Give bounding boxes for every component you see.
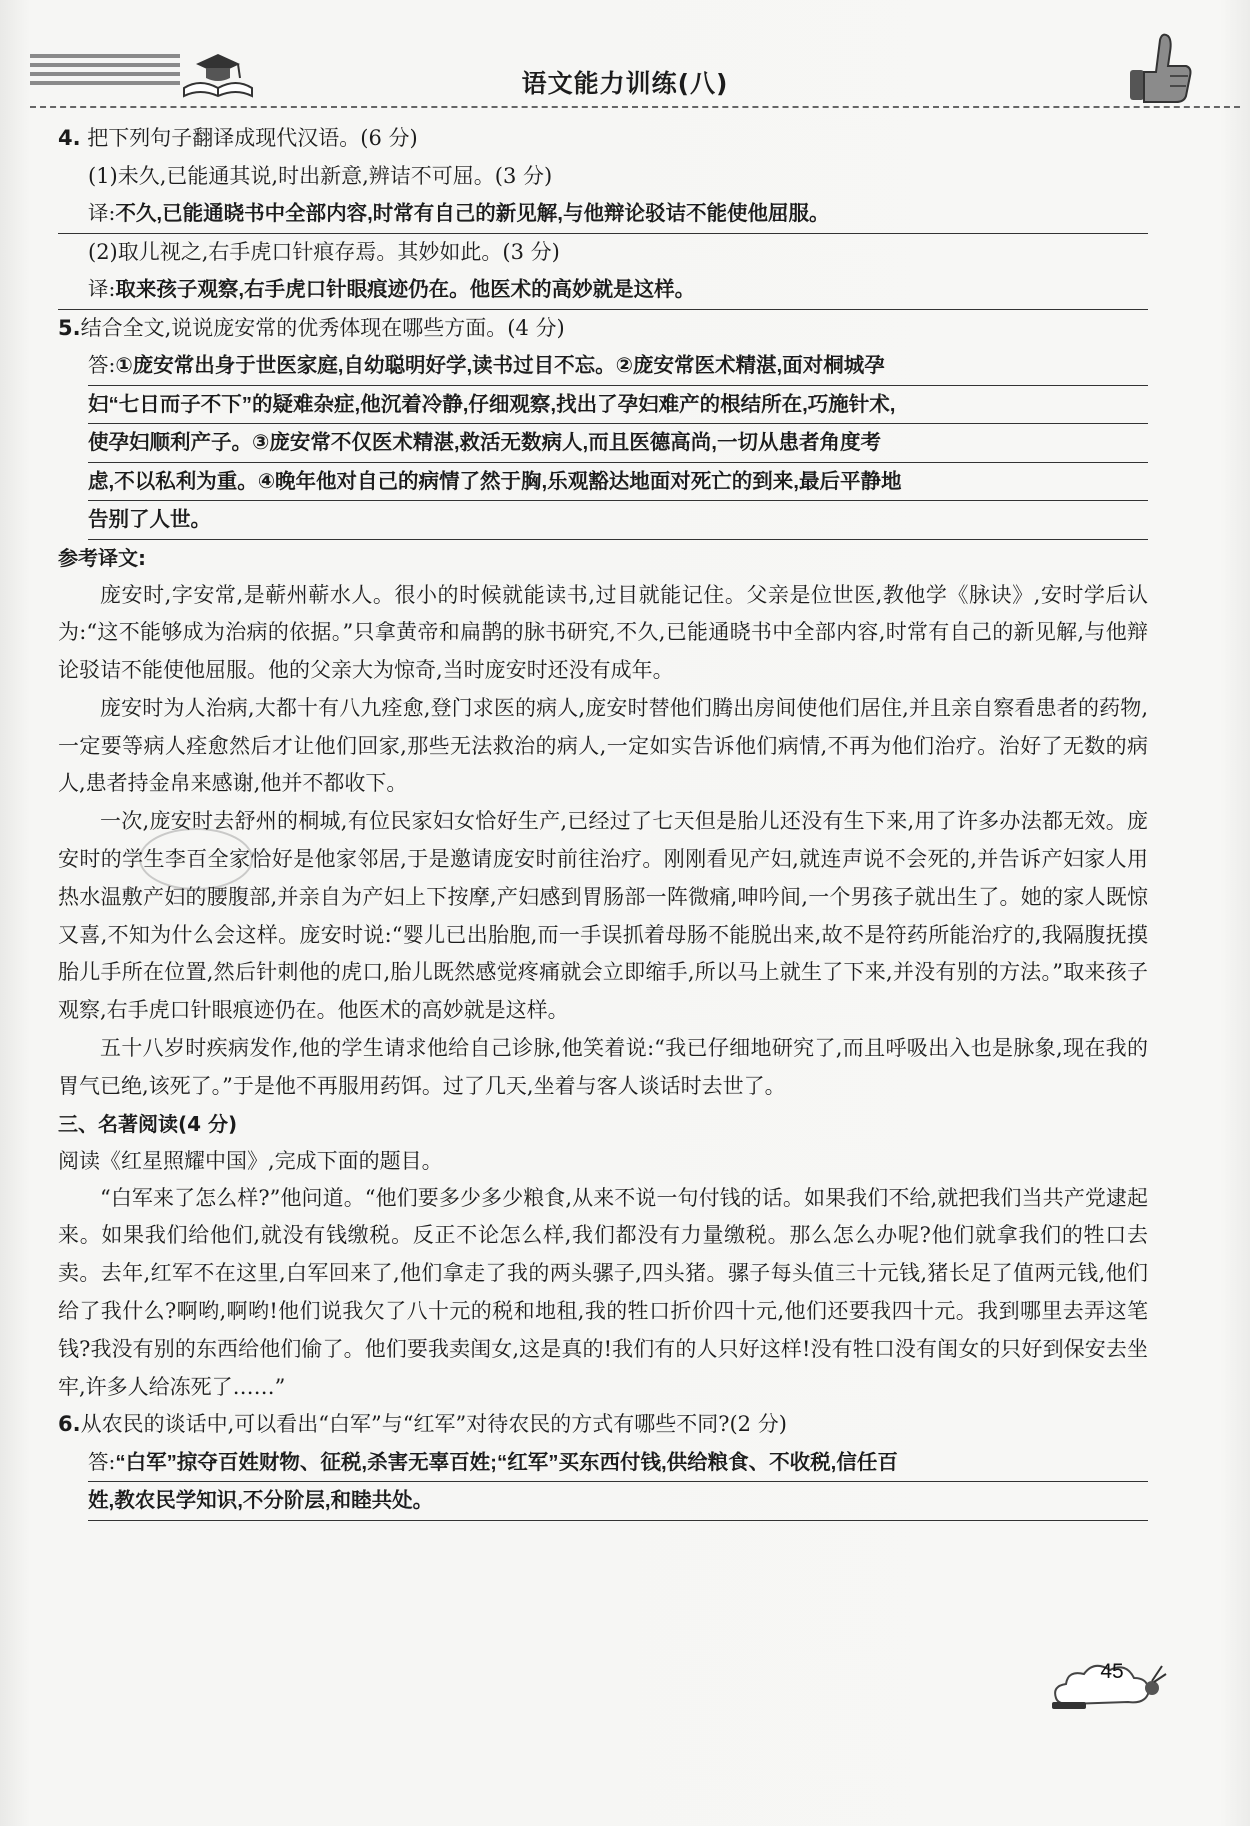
answer-4-1: [58, 195, 1148, 234]
answer-line: [88, 347, 1148, 386]
answer-text: 取来孩子观察,右手虎口针眼痕迹仍在。他医术的高妙就是这样。: [115, 278, 696, 301]
page-number: 45: [1100, 1660, 1124, 1683]
question-text: 把下列句子翻译成现代汉语。(6 分): [87, 126, 418, 150]
answer-line: [88, 1444, 1148, 1483]
question-number: 5.: [58, 315, 81, 340]
question-4-stem: [58, 120, 1148, 158]
question-5-stem: [58, 310, 1148, 348]
question-number: 6.: [58, 1412, 81, 1437]
question-4-sub-1: (1)未久,已能通其说,时出新意,辨诘不可屈。(3 分): [88, 163, 553, 188]
answer-line: 虑,不以私利为重。④晚年他对自己的病情了然于胸,乐观豁达地面对死亡的到来,最后平静地: [88, 463, 1148, 502]
section-3-intro: 阅读《红星照耀中国》,完成下面的题目。: [58, 1148, 443, 1173]
answer-5: [58, 347, 1148, 540]
question-number: 4.: [58, 126, 81, 150]
answer-label: 译:: [88, 277, 116, 301]
paragraph: 五十八岁时疾病发作,他的学生请求他给自己诊脉,他笑着说:“我已仔细地研究了,而且呼吸出入也是脉象,现在我的胃气已绝,该死了。”于是他不再服用药饵。过了几天,坐着与客人谈话时去世了。: [58, 1036, 1148, 1098]
answer-line: 告别了人世。: [88, 501, 1148, 540]
answer-line: 妇“七日而子不下”的疑难杂症,他沉着冷静,仔细观察,找出了孕妇难产的根结所在,巧施针术,: [88, 386, 1148, 425]
answer-line: 使孕妇顺利产子。③庞安常不仅医术精湛,救活无数病人,而且医德高尚,一切从患者角度考: [88, 424, 1148, 463]
question-4-sub-2: (2)取儿视之,右手虎口针痕存焉。其妙如此。(3 分): [88, 239, 560, 264]
paragraph: 庞安时,字安常,是蕲州蕲水人。很小的时候就能读书,过目就能记住。父亲是位世医,教他学《脉诀》,安时学后认为:“这不能够成为治病的依据。”只拿黄帝和扁鹊的脉书研究,不久,已能通晓书中全部内容,时常有自己的新见解,与他辩论驳诘不能使他屈服。他的父亲大为惊奇,当时庞安时还没有成年。: [58, 582, 1148, 683]
answer-label: 译:: [88, 201, 116, 225]
paragraph: “白军来了怎么样?”他问道。“他们要多少多少粮食,从来不说一句付钱的话。如果我们不给,就把我们当共产党逮起来。如果我们给他们,就没有钱缴税。反正不论怎么样,我们都没有力量缴税。那么怎么办呢?他们就拿我们的牲口去卖。去年,红军不在这里,白军回来了,他们拿走了我的两头骡子,四头猪。骡子每头值三十元钱,猪长足了值两元钱,他们给了我什么?啊哟,啊哟!他们说我欠了八十元的税和地租,我的牲口折价四十元,他们还要我四十元。我到哪里去弄这笔钱?我没有别的东西给他们偷了。他们要我卖闺女,这是真的!我们有的人只好这样!没有牲口没有闺女的只好到保安去坐牢,许多人给冻死了……”: [58, 1185, 1149, 1399]
reference-translation: [58, 577, 1148, 1106]
answer-text: 不久,已能通晓书中全部内容,时常有自己的新见解,与他辩论驳诘不能使他屈服。: [115, 202, 830, 225]
answer-line: 姓,教农民学知识,不分阶层,和睦共处。: [88, 1482, 1148, 1521]
question-text: 从农民的谈话中,可以看出“白军”与“红军”对待农民的方式有哪些不同?(2 分): [80, 1412, 787, 1437]
paragraph: 一次,庞安时去舒州的桐城,有位民家妇女恰好生产,已经过了七天但是胎儿还没有生下来,用了许多办法都无效。庞安时的学生李百全家恰好是他家邻居,于是邀请庞安时前往治疗。刚刚看见产妇,就连声说不会死的,并告诉产妇家人用热水温敷产妇的腰腹部,并亲自为产妇上下按摩,产妇感到胃肠部一阵微痛,呻吟间,一个男孩子就出生了。她的家人既惊又喜,不知为什么会这样。庞安时说:“婴儿已出胎胞,而一手误抓着母肠不能脱出来,故不是符药所能治疗的,我隔腹抚摸胎儿手所在位置,然后针刺他的虎口,胎儿既然感觉疼痛就会立即缩手,所以马上就生了下来,并没有别的方法。”取来孩子观察,右手虎口针眼痕迹仍在。他医术的高妙就是这样。: [58, 809, 1148, 1023]
question-text: 结合全文,说说庞安常的优秀体现在哪些方面。(4 分): [80, 315, 565, 340]
answer-label: 答:: [88, 353, 116, 377]
section-3-heading: 三、名著阅读(4 分): [58, 1111, 238, 1136]
page-content: [58, 120, 1148, 1521]
answer-6: [58, 1444, 1148, 1521]
paragraph: 庞安时为人治病,大都十有八九痊愈,登门求医的病人,庞安时替他们腾出房间使他们居住,并且亲自察看患者的药物,一定要等病人痊愈然后才让他们回家,那些无法救治的病人,一定如实告诉他们病情,不再为他们治疗。治好了无数的病人,患者持金帛来感谢,他并不都收下。: [58, 695, 1148, 796]
reading-passage: [58, 1180, 1148, 1407]
header-divider: [30, 106, 1240, 108]
thumbs-up-icon: [1126, 26, 1194, 106]
page-header-title: 语文能力训练(八): [521, 69, 729, 98]
answer-text: ①庞安常出身于世医家庭,自幼聪明好学,读书过目不忘。②庞安常医术精湛,面对桐城孕: [115, 354, 885, 377]
answer-4-2: [58, 271, 1148, 310]
answer-label: 答:: [88, 1449, 116, 1474]
answer-text: “白军”掠夺百姓财物、征税,杀害无辜百姓;“红军”买东西付钱,供给粮食、不收税,信任百: [115, 1450, 898, 1474]
reference-heading: 参考译文:: [58, 545, 146, 570]
question-6-stem: [58, 1406, 1148, 1444]
